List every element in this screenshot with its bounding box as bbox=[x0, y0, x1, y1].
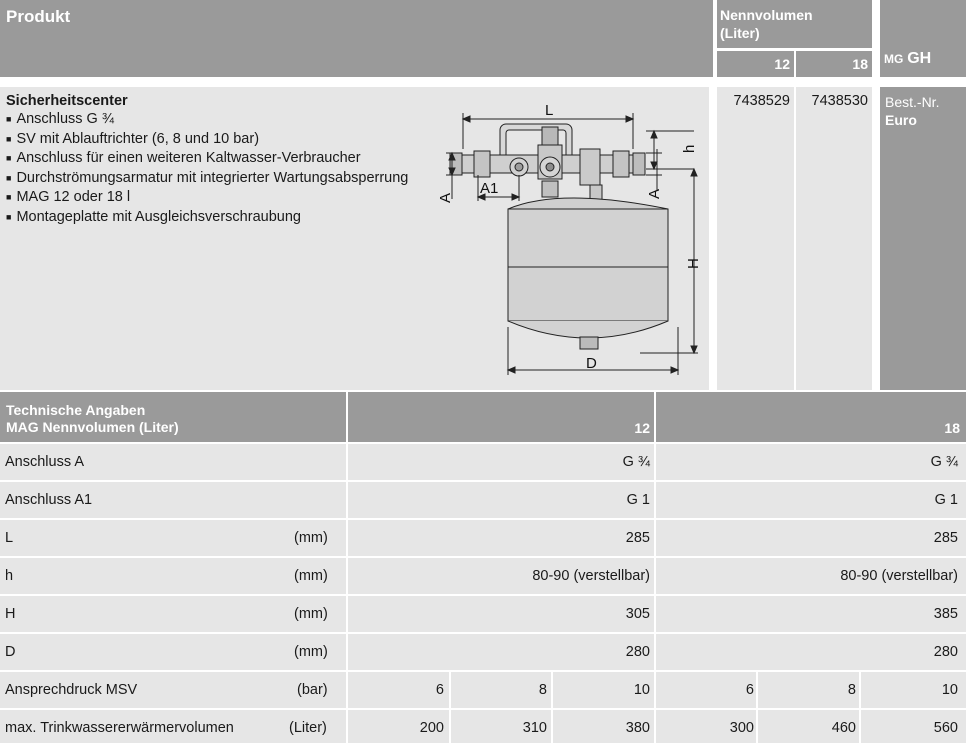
row-value-12: 305 bbox=[625, 606, 650, 622]
feature-item: ■ Durchströmungsarmatur mit integrierter Wartungsabsperrung bbox=[6, 169, 446, 189]
row-value-18: 80-90 (verstellbar) bbox=[840, 568, 958, 584]
table-row bbox=[0, 444, 966, 480]
product-header bbox=[0, 0, 713, 77]
trink-value: 560 bbox=[933, 720, 958, 736]
table-row-trinkwasser bbox=[0, 710, 966, 743]
order-no-12: 7438529 bbox=[733, 93, 790, 109]
safety-center-drawing bbox=[430, 87, 709, 390]
row-value-12: 280 bbox=[625, 644, 650, 660]
product-feature-list bbox=[6, 110, 446, 227]
feature-item: ■ Anschluss G ¾ bbox=[6, 110, 446, 130]
row-value-18: G ¾ bbox=[930, 454, 958, 470]
mg-gh-header bbox=[880, 0, 966, 77]
tech-header-title bbox=[0, 392, 346, 442]
row-label: L bbox=[5, 530, 14, 546]
euro-label: Euro bbox=[885, 112, 917, 128]
mg-suffix: GH bbox=[907, 50, 932, 67]
tech-header-12 bbox=[348, 392, 654, 442]
best-nr-label: Best.-Nr. bbox=[885, 94, 940, 110]
tech-header-18 bbox=[656, 392, 966, 442]
feature-item: ■ Anschluss für einen weiteren Kaltwasser-Verbraucher bbox=[6, 149, 446, 169]
dimension-label-D: D bbox=[586, 355, 597, 372]
trink-value: 380 bbox=[625, 720, 650, 736]
row-value-12: G ¾ bbox=[622, 454, 650, 470]
row-unit: (mm) bbox=[294, 606, 328, 622]
row-value-18: 285 bbox=[933, 530, 958, 546]
dimension-label-A1: A1 bbox=[480, 180, 499, 197]
row-label: Anschluss A1 bbox=[5, 492, 93, 508]
msv-value: 10 bbox=[633, 682, 650, 698]
row-label: D bbox=[5, 644, 16, 660]
msv-value: 6 bbox=[745, 682, 754, 698]
order-no-12-cell bbox=[717, 87, 794, 390]
table-row bbox=[0, 634, 966, 670]
mg-prefix: MG bbox=[884, 52, 904, 66]
row-label: Ansprechdruck MSV bbox=[5, 682, 138, 698]
table-row-msv bbox=[0, 672, 966, 708]
tech-col-18: 18 bbox=[944, 420, 960, 436]
dimension-label-h: h bbox=[681, 144, 698, 153]
dimension-label-A-right: A bbox=[646, 188, 663, 199]
msv-value: 8 bbox=[847, 682, 856, 698]
vol-18-label: 18 bbox=[852, 56, 868, 72]
row-value-12: G 1 bbox=[626, 492, 650, 508]
product-header-label: Produkt bbox=[6, 7, 71, 26]
row-unit: (bar) bbox=[297, 682, 328, 698]
row-label: Anschluss A bbox=[5, 454, 84, 470]
row-label: h bbox=[5, 568, 14, 584]
feature-item: ■ SV mit Ablauftrichter (6, 8 und 10 bar) bbox=[6, 130, 446, 150]
row-label: H bbox=[5, 606, 16, 622]
nennvolumen-label: Nennvolumen bbox=[720, 7, 813, 23]
product-title: Sicherheitscenter bbox=[6, 93, 128, 109]
row-unit: (mm) bbox=[294, 530, 328, 546]
feature-item: ■ Montageplatte mit Ausgleichsverschraubung bbox=[6, 208, 446, 228]
vol-12-header bbox=[717, 51, 794, 77]
product-description-panel bbox=[0, 87, 709, 390]
row-value-18: 385 bbox=[933, 606, 958, 622]
tech-subtitle: MAG Nennvolumen (Liter) bbox=[6, 419, 179, 435]
row-value-12: 285 bbox=[625, 530, 650, 546]
tech-title: Technische Angaben bbox=[6, 402, 146, 418]
row-value-18: 280 bbox=[933, 644, 958, 660]
price-cell bbox=[880, 87, 966, 390]
nennvolumen-unit: (Liter) bbox=[720, 25, 760, 41]
table-row bbox=[0, 520, 966, 556]
msv-value: 10 bbox=[941, 682, 958, 698]
trink-value: 460 bbox=[831, 720, 856, 736]
feature-item: ■ MAG 12 oder 18 l bbox=[6, 188, 446, 208]
nennvolumen-header bbox=[717, 0, 872, 48]
order-no-18: 7438530 bbox=[811, 93, 868, 109]
vol-18-header bbox=[796, 51, 872, 77]
trink-value: 300 bbox=[729, 720, 754, 736]
dimension-label-L: L bbox=[545, 102, 554, 119]
row-unit: (Liter) bbox=[289, 720, 327, 736]
tech-col-12: 12 bbox=[634, 420, 650, 436]
row-value-18: G 1 bbox=[934, 492, 958, 508]
order-no-18-cell bbox=[796, 87, 872, 390]
row-unit: (mm) bbox=[294, 644, 328, 660]
dimension-label-H: H bbox=[685, 258, 702, 269]
table-row bbox=[0, 482, 966, 518]
row-label: max. Trinkwassererwärmervolumen bbox=[5, 720, 234, 736]
row-unit: (mm) bbox=[294, 568, 328, 584]
table-row bbox=[0, 558, 966, 594]
row-value-12: 80-90 (verstellbar) bbox=[532, 568, 650, 584]
vol-12-label: 12 bbox=[774, 56, 790, 72]
msv-value: 8 bbox=[538, 682, 547, 698]
table-row bbox=[0, 596, 966, 632]
msv-value: 6 bbox=[435, 682, 444, 698]
trink-value: 200 bbox=[419, 720, 444, 736]
trink-value: 310 bbox=[522, 720, 547, 736]
dimension-label-A-left: A bbox=[437, 192, 454, 203]
